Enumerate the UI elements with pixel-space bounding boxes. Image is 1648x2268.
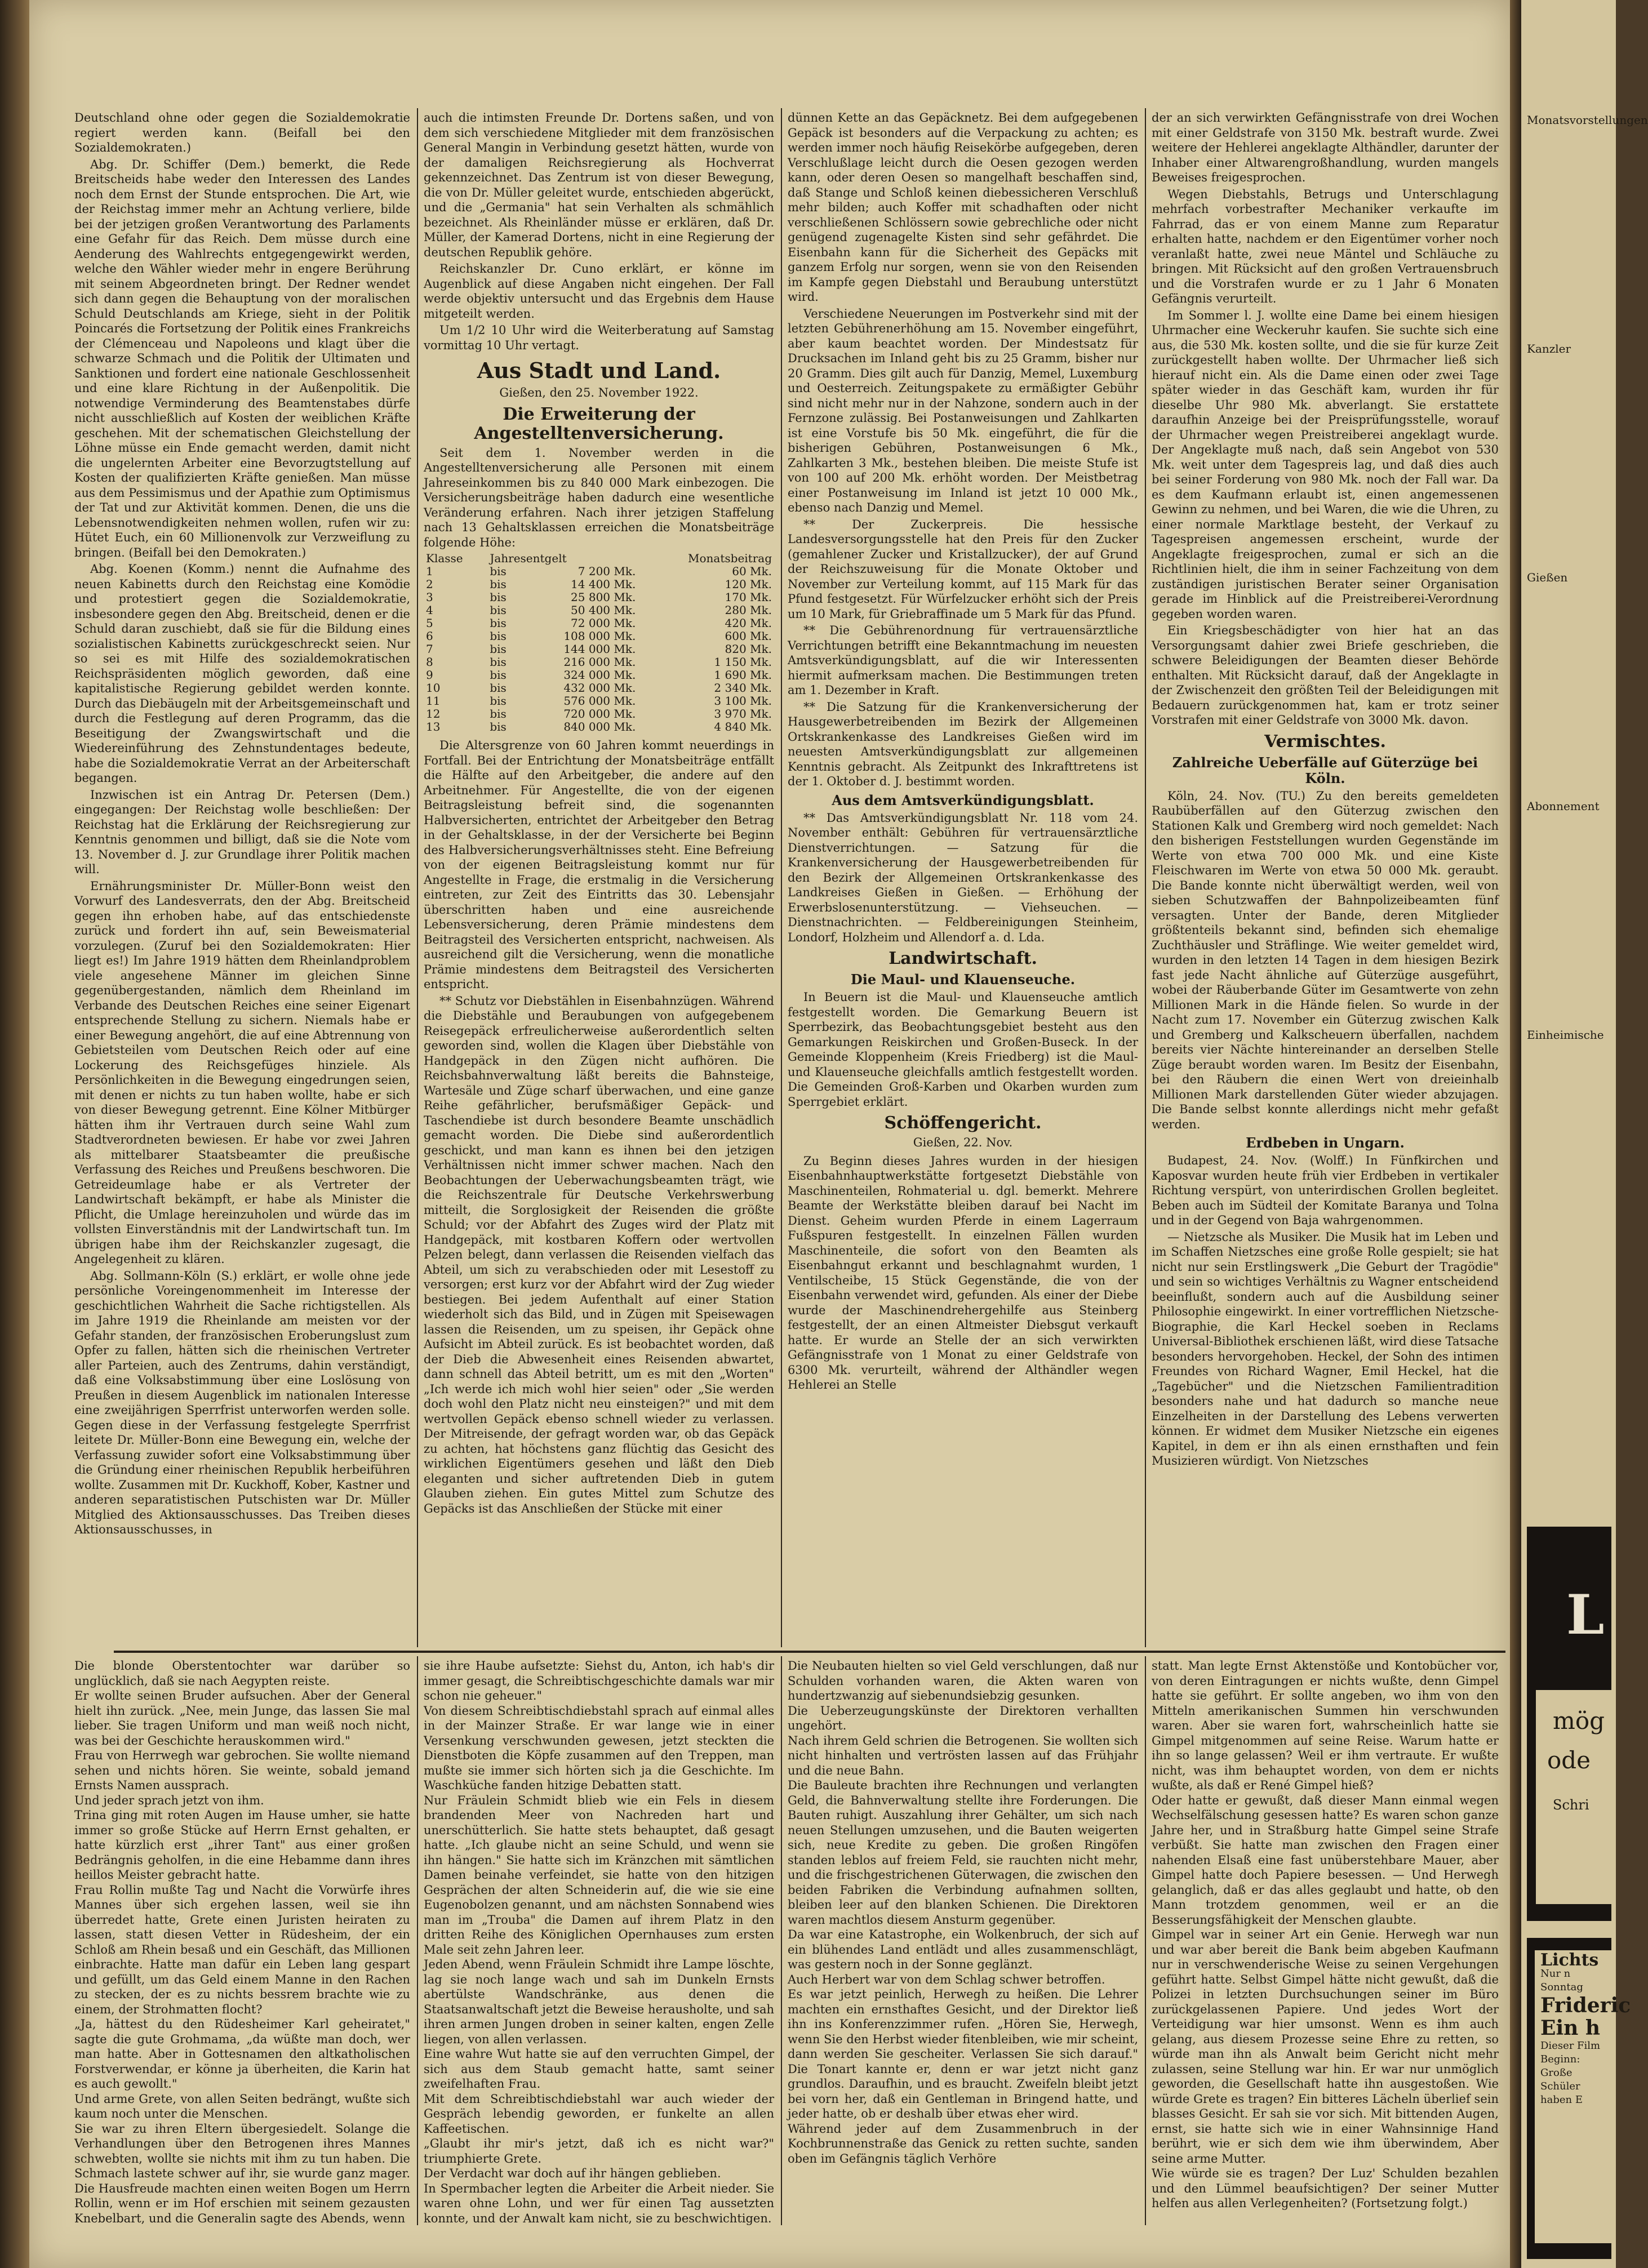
article-column-4 xyxy=(1152,110,1499,1648)
paragraph: — Nietzsche als Musiker. Die Musik hat im Leben und im Schaffen Nietzsches eine große Rolle gespielt; sie hat nicht nur sein Erstlingswerk „Die Geburt der Tragödie" und sein so wichtiges Verhältnis zu Wagner entscheidend beeinflußt, sondern auch auf die Ausbildung seiner Philosophie eingewirkt. In einer vortrefflichen Nietzsche-Biographie, die Karl Heckel soeben in Reclams Universal-Bibliothek erschienen läßt, wird diese Tatsache besonders hervorgehoben. Heckel, der Sohn des intimen Freundes von Richard Wagner, Emil Heckel, hat die „Tagebücher" und die Nietzschen Familientradition besonders nahe und hat dadurch so manche neue Einzelheiten in der Darstellung des Lebens verwerten können. Er widmet dem Musiker Nietzsche ein eigenes Kapitel, in dem er ihn als einen ernsthaften und fein Musizieren würdigt. Von Nietzsches xyxy=(1152,1230,1499,1467)
salary-table-cell: bis xyxy=(490,603,507,617)
ad-text-line: ode xyxy=(1547,1746,1591,1774)
article-column-1 xyxy=(74,110,410,1648)
paragraph: Zu Beginn dieses Jahres wurden in der hiesigen Eisenbahnhauptwerkstätte fortgesetzt Diebstähle von Maschinenteilen, Rohmaterial u. dgl. bemerkt. Mehrere Beamte der Werkstätte bleiben darauf bei Nacht im Dienst. Geheim wurden Pferde in einem Lagerraum Fußspuren festgestellt. In einzelnen Fällen wurden Maschinenteile, die sofort von den Beamten als Eisenbahngut erkannt und beschlagnahmt wurden, 1 Ventilscheibe, 15 Stück Gegenstände, die von der Eisenbahn verwendet wird, gefunden. Als einer der Diebe wurde der Maschinendrehergehilfe aus Steinberg festgestellt, der an einen Altmeister Diebsgut verkauft hatte. Er wurde an Stelle der an sich verwirkten Gefängnisstrafe von 1 Monat zu einer Geldstrafe von 6300 Mk. verurteilt, während der Althändler wegen Hehlerei an Stelle xyxy=(788,1154,1138,1391)
salary-table-row xyxy=(424,591,774,604)
feuilleton-text-4: statt. Man legte Ernst Aktenstöße und Kontobücher vor, von deren Eintragungen er nichts wußte, denn Gimpel hatte sie geführt. Er sollte angeben, wo ihm von den Mitteln amerikanischen Summen hin verschwunden waren. Aber sie waren fort, wahrscheinlich hatte sie Gimpel mitgenommen auf seine Reise. Warum hatte er ihn so lange gelassen? Weil er ihm vertraute. Er wußte nicht, was ihm behauptet worden, von dem er nichts wußte, als daß er René Gimpel hieß? Oder hatte er gewußt, daß dieser Mann einmal wegen Wechselfälschung gesessen hatte? Es waren schon ganze Jahre her, und in Straßburg hatte Gimpel seine Strafe verbüßt. Sie hatte man zwischen den Fragen einer nahenden Elsaß eine fast unüberstehbare Mauer, aber Gimpel hatte doch Papiere besessen. — Und Herwegh gelanglich, daß er das alles geglaubt und hatte, ob den Mann trotzdem genommen, weil er an die Besserungsfähigkeit der Menschen glaubte. Gimpel war in seiner Art ein Genie. Herwegh war nun und war aber bereit die Bank beim abgeben Kaufmann nur in verschwenderische Weise zu seinen Vergehungen geführt hatte. Selbst Gimpel hätte nicht gewußt, daß die Polizei in letzten Durchsuchungen seiner im Büro zurückgelassenen Papiere. Und jedes Wort der Verteidigung war hier umsonst. Wenn es ihm auch gelang, aus diesem Prozesse seine Ehre zu retten, so würde man ihn als Anwalt beim Gericht nicht mehr zulassen, seine Stellung war hin. Er war nur unmöglich geworden, die Gesellschaft hatte ihn ausgestoßen. Wie würde Grete es tragen? Ein bitteres Lächeln überlief sein blasses Gesicht. Er sah sie vor sich. Mit bittenden Augen, ernst, sie hatte sich wie in einer Wahnsinnige Hand berührt, wie er sich dem wie ihm überwindem, Aber seine arme Mutter. Wie würde sie es tragen? Der Luz' Schulden bezahlen und den Lümmel beaufsichtigen? Der seiner Mutter helfen aus allen Verlegenheiten? (Fortsetzung folgt.) xyxy=(1152,1659,1499,2210)
ad-title: Lichts xyxy=(1540,1950,1599,1970)
paragraph: Inzwischen ist ein Antrag Dr. Petersen (Dem.) eingegangen: Der Reichstag wolle beschließen: Der Reichstag hat die Erklärung der Reichsregierung zur Kenntnis genommen und billigt, daß sie die Note vom 13. November d. J. zur Grundlage ihrer Politik machen will. xyxy=(74,788,410,876)
salary-table-cell: 170 Mk. xyxy=(725,590,772,604)
salary-table-cell: bis xyxy=(490,720,507,733)
salary-table-cell: 432 000 Mk. xyxy=(563,681,636,695)
next-page-edge xyxy=(1521,0,1648,2268)
salary-table-row xyxy=(424,604,774,617)
next-page-text xyxy=(1527,0,1648,1042)
salary-table-cell: bis xyxy=(490,616,507,630)
ad-text-line: mög xyxy=(1553,1707,1605,1735)
feuilleton-column-2 xyxy=(424,1658,774,2225)
paragraph: Köln, 24. Nov. (TU.) Zu den bereits gemeldeten Raubüberfällen auf den Güterzug zwischen den Stationen Kalk und Gremberg wird noch gemeldet: Nach den bisherigen Feststellungen wurden Gegenstände im Werte von etwa 700 000 Mk. und eine Kiste Fleischwaren im Werte von etwa 50 000 Mk. geraubt. Die Bande konnte nicht überwältigt werden, weil von sieben Schutzwaffen der Bahnpolizeibeamten fünf versagten. Unter der Bande, deren Mitglieder größtenteils bekannt sind, befinden sich ehemalige Zuchthäusler und Sträflinge. Wie weiter gemeldet wird, wurden in den letzten 14 Tagen in dem hiesigen Bezirk fast jede Nacht ähnliche auf Güterzüge ausgeführt, wobei der Räuberbande Güter im Gesamtwerte von zehn Millionen Mark in die Hände fielen. So wurde in der Nacht zum 17. November ein Güterzug zwischen Kalk und Gremberg und Kalkscheuern überfallen, nachdem bereits vier Nächte hintereinander an derselben Stelle Züge beraubt worden waren. Im Besitz der Eisenbahn, bei den Räubern die einen Wert von dreieinhalb Millionen Mark darstellenden Güter wieder abzujagen. Die Bande selbst konnte allerdings nicht mehr gefaßt werden. xyxy=(1152,789,1499,1131)
salary-table-cell: 11 xyxy=(426,694,441,708)
subheading: Die Maul- und Klauenseuche. xyxy=(850,971,1076,988)
next-page-line: Abonnement xyxy=(1527,799,1600,813)
salary-table-cell: 50 400 Mk. xyxy=(571,603,636,617)
ad-large-letter: L xyxy=(1566,1583,1605,1647)
column-rule xyxy=(1145,1656,1146,2225)
salary-table-cell: 7 xyxy=(426,642,433,656)
salary-table-cell: 820 Mk. xyxy=(725,642,772,656)
salary-table-cell: bis xyxy=(490,642,507,656)
section-heading: Aus Stadt und Land. xyxy=(477,358,721,383)
article-heading: Vermischtes. xyxy=(1264,731,1386,751)
paragraph: Seit dem 1. November werden in die Angestelltenversicherung alle Personen mit einem Jahreseinkommen bis zu 840 000 Mark einbezogen. Die Versicherungsbeiträge haben dadurch eine wesentliche Veränderung erfahren. Nach ihrer jetzigen Staffelung nach 13 Gehaltsklassen erreichen die Monatsbeiträge folgende Höhe: xyxy=(424,446,774,549)
article-column-2 xyxy=(424,110,774,1648)
salary-table-row xyxy=(424,656,774,669)
salary-table-cell: 2 xyxy=(426,577,433,591)
feuilleton-column-1 xyxy=(74,1658,410,2225)
ad-inner-panel xyxy=(1536,1690,1611,1904)
salary-table-cell: 576 000 Mk. xyxy=(563,694,636,708)
ad-inner-panel xyxy=(1535,1950,1631,2243)
salary-table-cell: 840 000 Mk. xyxy=(563,720,636,733)
feuilleton-text-1: Die blonde Oberstentochter war darüber so unglücklich, daß sie nach Aegypten reiste. Er wollte seinen Bruder aufsuchen. Aber der General hielt ihn zurück. „Nee, mein Junge, das lassen Sie mal lieber. Sie tragen Uniform und man weiß noch nicht, was bei der Geschichte herauskommen wird." Frau von Herrwegh war gebrochen. Sie wollte niemand sehen und nichts hören. Sie weinte, sobald jemand Ernsts Namen aussprach. Und jeder sprach jetzt von ihm. Trina ging mit roten Augen im Hause umher, sie hatte immer so große Stücke auf Herrn Ernst gehalten, er hatte kürzlich erst „ihrer Tant" aus einer großen Bedrängnis geholfen, in die eine Hebamme dann ihres heillos Meister gebracht hatte. Frau Rollin mußte Tag und Nacht die Vorwürfe ihres Mannes über sich ergehen lassen, weil sie ihn überredet hatte, Grete einen Juristen heiraten zu lassen, statt diesen Vetter in Rüdesheim, der ein Schloß am Rhein besaß und ein Geschäft, das Millionen einbrachte. Hatte man dafür ein Leben lang gespart und gefüllt, um das Geld einem Manne in den Rachen zu stecken, der es zu nichts bessrem brachte wie zu einem, der Strohmatten flocht? „Ja, hättest du den Rüdesheimer Karl geheiratet," sagte die gute Grohmama, „da wüßte man doch, wer man hatte. Aber in Gottesnamen den altkatholischen Forstverwendar, er könne ja überheiten, die Karin hat es auch gewollt." Und arme Grete, von allen Seiten bedrängt, wußte sich kaum noch unter die Menschen. Sie war zu ihren Eltern übergesiedelt. Solange die Verhandlungen über den Betrogenen ihres Mannes schwebten, wollte sie nichts mit ihm zu tun haben. Die Schmach lastete schwer auf ihr, sie wurde ganz mager. Die Hausfreude machten einen weiten Bogen um Herrn Rollin, wenn er im Hof erschien mit seinem gezausten Knebelbart, und die Generalin sagte des Abends, wenn xyxy=(74,1659,410,2225)
salary-table-cell: 3 100 Mk. xyxy=(714,694,772,708)
salary-table-cell: 216 000 Mk. xyxy=(563,655,636,669)
paragraph: Wegen Diebstahls, Betrugs und Unterschlagung mehrfach vorbestrafter Mechaniker verkaufte im Fahrrad, das er von einem Manne zum Reparatur erhalten hatte, nachdem er den Eigentümer vorher noch veranlaßt hatte, zwei neue Mäntel und Schläuche zu bringen. Mit Rücksicht auf den großen Vertrauensbruch und die Vorstrafen wurde er zu 1 Jahr 6 Monaten Gefängnis verurteilt. xyxy=(1152,187,1499,305)
paragraph: Reichskanzler Dr. Cuno erklärt, er könne im Augenblick auf diese Angaben nicht eingehen. Der Fall werde objektiv untersucht und das Ergebnis dem Hause mitgeteilt werden. xyxy=(424,262,774,321)
paragraph: ** Schutz vor Diebstählen in Eisenbahnzügen. Während die Diebstähle und Beraubungen von aufgegebenem Reisegepäck erfreulicherweise außerordentlich selten geworden sind, wollen die Klagen über Diebstähle von Handgepäck in den Zügen nicht aufhören. Die Reichsbahnverwaltung läßt bereits die Bahnsteige, Wartesäle und Züge scharf überwachen, und eine ganze Reihe gefährlicher, berufsmäßiger Gepäck- und Taschendiebe ist durch besondere Beamte unschädlich gemacht worden. Die Diebe sind außerordentlich geschickt, und man kann es ihnen bei den jetzigen Verhältnissen nicht immer schwer machen. Nach den Beobachtungen der Ueberwachungsbeamten trägt, wie die Reichszentrale für Deutsche Verkehrswerbung mitteilt, die Sorglosigkeit der Reisenden die größte Schuld; vor der Abfahrt des Zuges wird der Platz mit Handgepäck, mit kostbaren Koffern oder wertvollen Pelzen belegt, dann verlassen die Reisenden vielfach das Abteil, um sich zu verabschieden oder mit Lesestoff zu versorgen; erst kurz vor der Abfahrt wird der Zug wieder bestiegen. Bei jedem Aufenthalt auf einer Station wiederholt sich das Bild, und in Zügen mit Speisewagen lassen die Reisenden, um zu speisen, ihr Gepäck ohne Aufsicht im Abteil zurück. Es ist beobachtet worden, daß der Dieb die Abwesenheit eines Reisenden abwartet, dann schnell das Abteil betritt, um es mit den „Worten" „Ich werde ich mich wohl hier seien" oder „Sie werden doch wohl den Platz nicht neu einsteigen?" und mit dem wertvollen Gepäck ebenso schnell wieder zu verlassen. Der Mitreisende, der gefragt worden war, ob das Gepäck zu achten, hat höchstens ganz flüchtig das Gesicht des wirklichen Eigentümers gesehen und läßt den Dieb eleganten und sicher auftretenden Dieb in gutem Glauben ziehen. Ein gutes Mittel zum Schutze des Gepäcks ist das Anschließen der Stücke mit einer xyxy=(424,994,774,1515)
salary-table-row xyxy=(424,578,774,591)
paragraph: Die Altersgrenze von 60 Jahren kommt neuerdings in Fortfall. Bei der Entrichtung der Monatsbeiträge entfällt die Hälfte auf den Arbeitgeber, die andere auf den Arbeitnehmer. Für Angestellte, die von der eigenen Beitragsleistung befreit sind, die sogenannten Halbversicherten, entrichtet der Arbeitgeber den Betrag in der Gehaltsklasse, in der der Versicherte bei Beginn des Halbversicherungsverhältnisses steht. Eine Befreiung von der eigenen Beitragsleistung kommt nur für Angestellte in Frage, die erstmalig in die Versicherung eintreten, zur Zeit des Eintritts das 30. Lebensjahr überschritten haben und eine ausreichende Lebensversicherung, deren Prämie mindestens dem Beitragsteil des Versicherten entspricht, nachweisen. Als ausreichend gilt die Versicherung, wenn die monatliche Prämie mindestens dem Beitragsteil des Versicherten entspricht. xyxy=(424,739,774,991)
salary-table xyxy=(424,552,774,733)
paragraph: Abg. Koenen (Komm.) nennt die Aufnahme des neuen Kabinetts durch den Reichstag eine Komödie und protestiert gegen die Sozialdemokratie, insbesondere gegen den Abg. Breitscheid, denen er die Schuld daran zuschiebt, daß sie für die Bildung eines sozialistischen Kabinetts zurückgeschreckt seien. Nur so sei es mit Hilfe des sozialdemokratischen Reichspräsidenten möglich geworden, daß eine kapitalistische Regierung gebildet werden konnte. Durch das Diebäugeln mit der Arbeitsgemeinschaft und durch die Festlegung auf deren Programm, das die Beseitigung der Zwangswirtschaft und die Wiedereinführung des Zehnstundentages bedeute, habe die Sozialdemokratie Verrat an der Arbeiterschaft begangen. xyxy=(74,562,410,785)
salary-table-cell: 25 800 Mk. xyxy=(571,590,636,604)
salary-table-cell: bis xyxy=(490,655,507,669)
salary-table-cell: 3 xyxy=(426,590,433,604)
column-rule xyxy=(781,108,782,1647)
dateline: Gießen, 22. Nov. xyxy=(913,1136,1013,1149)
salary-table-cell: bis xyxy=(490,590,507,604)
salary-table-cell: 12 xyxy=(426,707,441,721)
salary-table-cell: bis xyxy=(490,629,507,643)
salary-table-row xyxy=(424,682,774,695)
salary-table-cell: 72 000 Mk. xyxy=(571,616,636,630)
salary-table-cell: 2 340 Mk. xyxy=(714,681,772,695)
salary-table-row xyxy=(424,695,774,708)
salary-table-row xyxy=(424,630,774,643)
paragraph: dünnen Kette an das Gepäcknetz. Bei dem aufgegebenen Gepäck ist besonders auf die Verpackung zu achten; es werden immer noch häufig Reisekörbe aufgegeben, deren Verschlußlage leicht durch die Oesen gezogen werden kann, oder deren Oesen so mangelhaft beschaffen sind, daß Stange und Schloß keinen diebessicheren Verschluß mehr bilden; auch Koffer mit schadhaften oder nicht verschließenen Schlössern sowie gebrechliche oder nicht genügend zugenagelte Kisten sind sehr gefährdet. Die Eisenbahn kann für die Sicherheit des Gepäcks mit ganzem Erfolg nur sorgen, wenn sie von den Reisenden im Kampfe gegen Diebstahl und Beraubung unterstützt wird. xyxy=(788,111,1138,304)
salary-table-cell: 280 Mk. xyxy=(725,603,772,617)
column-rule xyxy=(417,108,418,1647)
paragraph: In Beuern ist die Maul- und Klauenseuche amtlich festgestellt worden. Die Gemarkung Beuern ist Sperrbezirk, das Beobachtungsgebiet besteht aus den Gemarkungen Reiskirchen und Großen-Buseck. In der Gemeinde Kloppenheim (Kreis Friedberg) ist die Maul- und Klauenseuche gleichfalls amtlich festgestellt worden. Die Gemeinden Groß-Karben und Okarben wurden zum Sperrgebiet erklärt. xyxy=(788,990,1138,1109)
page-gutter xyxy=(1510,0,1521,2268)
next-page-line: Monatsvorstellungen xyxy=(1527,113,1648,127)
feuilleton-column-4 xyxy=(1152,1658,1499,2222)
salary-table-cell: 10 xyxy=(426,681,441,695)
salary-table-cell: 144 000 Mk. xyxy=(563,642,636,656)
column-rule xyxy=(417,1656,418,2225)
salary-table-header xyxy=(424,552,774,565)
paragraph: ** Der Zuckerpreis. Die hessische Landesversorgungsstelle hat den Preis für den Zucker (gemahlener Zucker und Kristallzucker), der auf Grund der Reichszuweisung für die Monate Oktober und November zur Verteilung kommt, auf 115 Mark für das Pfund festgesetzt. Für Würfelzucker erhöht sich der Preis um 10 Mark, für Griebraffinade um 5 Mark für das Pfund. xyxy=(788,517,1138,621)
salary-table-cell: bis xyxy=(490,681,507,695)
ad-text-line: Beginn: xyxy=(1540,2053,1580,2065)
paragraph: Ernährungsminister Dr. Müller-Bonn weist den Vorwurf des Landesverrats, den der Abg. Breitscheid gegen ihn erhoben habe, auf das entschiedenste zurück und fordert ihn auf, sein Beweismaterial vorzulegen. (Zuruf bei den Sozialdemokraten: Hier liegt es!) Im Jahre 1919 hätten dem Rheinlandproblem viele angesehene Männer im gleichen Sinne gegenübergestanden, nämlich dem Rheinland im Verbande des Deutschen Reiches eine seiner Eigenart entsprechende Stellung zu sichern. Niemals habe er einer Bewegung angehört, die auf eine Abtrennung von Gebietsteilen vom Deutschen Reich oder auf eine Lockerung des Reichsgefüges hinziele. Als Persönlichkeiten in die Bewegung eingedrungen seien, mit denen er nichts zu tun haben wollte, habe er sich von dieser Bewegung getrennt. Eine Kölner Mitbürger hätten ihm ihr Vertrauen durch seine Wahl zum Stadtverordneten bewiesen. Er habe vor zwei Jahren als mittelbarer Staatsbeamter die preußische Verfassung des Reiches und Preußens beschworen. Die Getreideumlage habe er als Vertreter der Landwirtschaft bekämpft, er habe als Minister die Pflicht, die Umlage hereinzuholen und würde das im vollsten Einverständnis mit der Landwirtschaft tun. Im übrigen habe ihm der Reichskanzler zugesagt, die Angelegenheit zu klären. xyxy=(74,879,410,1266)
ad-film-title: Frideric xyxy=(1540,1994,1631,2017)
salary-table-cell: bis xyxy=(490,668,507,682)
salary-table-cell: 1 150 Mk. xyxy=(714,655,772,669)
newspaper-page xyxy=(29,0,1510,2268)
ad-text-line: Große xyxy=(1540,2067,1573,2079)
salary-table-cell: 600 Mk. xyxy=(725,629,772,643)
salary-table-cell: bis xyxy=(490,564,507,578)
salary-table-cell: bis xyxy=(490,707,507,721)
salary-table-row xyxy=(424,721,774,733)
salary-table-cell: 7 200 Mk. xyxy=(578,564,636,578)
salary-table-cell: 1 690 Mk. xyxy=(714,668,772,682)
paragraph: ** Das Amtsverkündigungsblatt Nr. 118 vom 24. November enthält: Gebühren für vertrauensärztliche Dienstverrichtungen. — Satzung für die Krankenversicherung der Hausgewerbetreibenden für den Bezirk der Allgemeinen Ortskrankenkasse des Landkreises Gießen in Gießen. — Erhöhung der Erwerbslosenunterstützung. — Viehseuchen. — Dienstnachrichten. — Feldbereinigungen Steinheim, Londorf, Holzheim und Allendorf a. d. Lda. xyxy=(788,811,1138,944)
ad-text-line: Nur n xyxy=(1540,1968,1571,1980)
salary-table-header-cell: Monatsbeitrag xyxy=(688,552,772,565)
salary-table-cell: 14 400 Mk. xyxy=(571,577,636,591)
next-page-line: Kanzler xyxy=(1527,342,1571,355)
salary-table-header-cell: Jahresentgelt xyxy=(490,552,567,565)
salary-table-cell: 60 Mk. xyxy=(732,564,772,578)
salary-table-cell: 9 xyxy=(426,668,433,682)
ad-film-title: Ein h xyxy=(1540,2016,1600,2040)
article-column-3 xyxy=(788,110,1138,1648)
ad-text-line: Schri xyxy=(1553,1797,1589,1813)
ad-text-line: Dieser Film xyxy=(1540,2040,1601,2052)
salary-table-row xyxy=(424,708,774,721)
salary-table-cell: 4 xyxy=(426,603,433,617)
subheading: Erdbeben in Ungarn. xyxy=(1246,1135,1405,1151)
salary-table-cell: bis xyxy=(490,694,507,708)
feuilleton-rule xyxy=(114,1651,1505,1653)
ad-text-line: Sonntag xyxy=(1540,1981,1583,1993)
advertisement-block xyxy=(1527,1527,1611,1921)
salary-table-cell: 420 Mk. xyxy=(725,616,772,630)
paragraph: Budapest, 24. Nov. (Wolff.) In Fünfkirchen und Kaposvar wurden heute früh vier Erdbeben in vertikaler Richtung verspürt, von unterirdischen Grollen begleitet. Beben auch im Südteil der Komitate Baranya und Tolna und in der Gegend von Baja wahrgenommen. xyxy=(1152,1154,1499,1227)
feuilleton-column-3 xyxy=(788,1658,1138,2222)
salary-table-cell: 108 000 Mk. xyxy=(563,629,636,643)
paragraph: Um 1/2 10 Uhr wird die Weiterberatung auf Samstag vormittag 10 Uhr vertagt. xyxy=(424,323,774,352)
subheading: Aus dem Amtsverkündigungsblatt. xyxy=(832,791,1094,808)
salary-table-row xyxy=(424,565,774,578)
feuilleton-text-2: sie ihre Haube aufsetzte: Siehst du, Anton, ich hab's dir immer gesagt, die Schreibtischgeschichte damals war mir schon nie geheuer." Von diesem Schreibtischdiebstahl sprach auf einmal alles in der Mainzer Straße. Er war lange wie in einer Versenkung verschwunden gewesen, jetzt steckten die Dienstboten die Köpfe zusammen auf den Treppen, man mußte sie immer sich hörten sich ja die Geschichte. Im Waschküche fanden hitzige Debatten statt. Nur Fräulein Schmidt blieb wie ein Fels in diesem brandenden Meer von Nachreden hart und unerschütterlich. Sie hatte stets behauptet, daß gesagt hatte. „Ich glaube nicht an seine Schuld, und wenn sie ihn hängen." Sie hatte sich im Kränzchen mit sämtlichen Damen beinahe verfeindet, sie hatte von den hitzigen Gesprächen der alten Schneiderin auf, die wie sie eine Eugenobolzen genannt, und am nächsten Sonnabend wies man im „Trouba" die Damen auf ihrem Platz in den dritten Reihe des Königlichen Opernhauses zum ersten Male seit zehn Jahren leer. Jeden Abend, wenn Fräulein Schmidt ihre Lampe löschte, lag sie noch lange wach und sah im Dunkeln Ernsts abertülste Wandschränke, aus denen die Staatsanwaltschaft jetzt die Beweise herausholte, und sah ihren armen Jungen droben in seiner kalten, engen Zelle liegen, von allen verlassen. Eine wahre Wut hatte sie auf den verruchten Gimpel, der sich aus dem Staub gemacht hatte, samt seiner zweifelhaften Frau. Mit dem Schreibtischdiebstahl war auch wieder der Gespräch lebendig geworden, er funkelte an allen Kaffeetischen. „Glaubt ihr mir's jetzt, daß ich es nicht war?" triumphierte Grete. Der Verdacht war doch auf ihr hängen geblieben. In Spermbacher legten die Arbeiter die Arbeit nieder. Sie waren ohne Lohn, und wer für einen Tag aussetzten konnte, und der Anwalt kam nicht, sie zu beschwichtigen. xyxy=(424,1659,774,2225)
paragraph: Abg. Dr. Schiffer (Dem.) bemerkt, die Rede Breitscheids habe weder den Interessen des Landes noch dem Ernst der Stunde entsprochen. Die Art, wie der Reichstag immer mehr an Achtung verliere, bilde bei der jetzigen großen Verantwortung des Parlaments eine Gefahr für das Reich. Dem müsse durch eine Aenderung des Wahlrechts entgegengewirkt werden, welche den Wähler wieder mehr in engere Berührung mit seinem Abgeordneten bringt. Der Redner wendet sich dann gegen die Behauptung von der moralischen Schuld Deutschlands am Kriege, sieht in der Politik Poincarés die Fortsetzung der Politik eines Frankreichs der Clémenceau und Napoleons und klagt über die schwarze Schmach und die Politik der Ultimaten und Sanktionen und fordert eine nationale Geschlossenheit und eine klare Richtung in der Außenpolitik. Die notwendige Verminderung des Beamtenstabes dürfe nicht ausschließlich auf Kosten der weiblichen Kräfte geschehen. Mit der schematischen Gleichstellung der Löhne müsse ein Ende gemacht werden, damit nicht die ungelernten Arbeiter eine Bevorzugtstellung auf Kosten der qualifizierten Kräfte genießen. Man müsse aus dem Pessimismus und der Apathie zum Optimismus der Tat und zur Aktivität kommen. Denen, die uns die Lebensnotwendigkeiten nehmen wollen, rufen wir zu: Hütet Euch, ein 60 Millionenvolk zur Verzweiflung zu bringen. (Beifall bei den Demokraten.) xyxy=(74,157,410,559)
article-heading: Schöffengericht. xyxy=(884,1113,1042,1133)
salary-table-cell: 6 xyxy=(426,629,433,643)
paragraph: Verschiedene Neuerungen im Postverkehr sind mit der letzten Gebührenerhöhung am 15. November eingeführt, aber kaum beachtet worden. Der Mindestsatz für Drucksachen im Inland geht bis zu 25 Gramm, bisher nur 20 Gramm. Dies gilt auch für Danzig, Memel, Luxemburg und Oesterreich. Zeitungspakete zu ermäßigter Gebühr sind nicht mehr nur in der Nahzone, sondern auch in der Fernzone zulässig. Bei Postanweisungen und Zahlkarten ist eine Vorstufe bis 50 Mk. eingeführt, die für die bisherigen Gebühren, Postanweisungen 6 Mk., Zahlkarten 3 Mk., bestehen bleiben. Die meiste Stufe ist von 100 auf 200 Mk. erhöht worden. Der Meistbetrag einer Postanweisung im Inland ist jetzt 10 000 Mk., ebenso nach Danzig und Memel. xyxy=(788,306,1138,514)
paragraph: Abg. Sollmann-Köln (S.) erklärt, er wolle ohne jede persönliche Voreingenommenheit im Interesse der geschichtlichen Wahrheit die Sache richtigstellen. Als im Jahre 1919 die Rheinlande am meisten vor der Gefahr standen, der französischen Eroberungslust zum Opfer zu fallen, hätten sich die rheinischen Vertreter aller Parteien, auch des Zentrums, dahin verständigt, daß eine Volksabstimmung über eine Loslösung von Preußen in diesem Augenblick im nationalen Interesse eine zweijährigen Sperrfrist unterworfen werden solle. Gegen diese in der Verfassung festgelegte Sperrfrist leitete Dr. Müller-Bonn eine Bewegung ein, welche der Verfassung zuwider sofort eine Volksabstimmung über die Gründung einer rheinischen Republik herbeiführen wollte. Zusammen mit Dr. Kuckhoff, Kober, Kastner und anderen separatistischen Putschisten war Dr. Müller Mitglied des Aktionsausschusses. Das Treiben dieses Aktionsausschusses, in xyxy=(74,1269,410,1536)
paragraph: ** Die Satzung für die Krankenversicherung der Hausgewerbetreibenden im Bezirk der Allgemeinen Ortskrankenkasse des Landkreises Gießen wird im neuesten Amtsverkündigungsblatt zur allgemeinen Kenntnis gebracht. Als Zeitpunkt des Inkrafttretens ist der 1. Oktober d. J. bestimmt worden. xyxy=(788,700,1138,788)
salary-table-cell: 5 xyxy=(426,616,433,630)
next-page-line: Gießen xyxy=(1527,571,1568,584)
paragraph: der an sich verwirkten Gefängnisstrafe von drei Wochen mit einer Geldstrafe von 3150 Mk. bestraft wurde. Zwei weitere der Hehlerei angeklagte Althändler, darunter der Inhaber einer Altwarengroßhandlung, wurden mangels Beweises freigesprochen. xyxy=(1152,111,1499,184)
salary-table-cell: 4 840 Mk. xyxy=(714,720,772,733)
salary-table-cell: 3 970 Mk. xyxy=(714,707,772,721)
salary-table-cell: 1 xyxy=(426,564,433,578)
paragraph: Ein Kriegsbeschädigter von hier hat an das Versorgungsamt dahier zwei Briefe geschrieben, die schwere Beleidigungen der Beamten dieser Behörde enthalten. Mit Rücksicht darauf, daß der Angeklagte in der Zwischenzeit den größten Teil der Beleidigungen mit Bedauern zurückgenommen hat, kam er trotz seiner Vorstrafen mit einer Geldstrafe von 3000 Mk. davon. xyxy=(1152,624,1499,727)
book-spine xyxy=(0,0,29,2268)
ad-text-line: Schüler haben E xyxy=(1540,2080,1583,2106)
salary-table-cell: 324 000 Mk. xyxy=(563,668,636,682)
next-page-line: Einheimische xyxy=(1527,1028,1604,1042)
salary-table-row xyxy=(424,617,774,630)
salary-table-row xyxy=(424,669,774,682)
article-heading: Landwirtschaft. xyxy=(889,949,1037,968)
paragraph: auch die intimsten Freunde Dr. Dortens saßen, und von dem sich verschiedene Mitglieder mit dem französischen General Mangin in Verbindung gesetzt hätten, wurde von der damaligen Reichsregierung als Hochverrat gekennzeichnet. Das Zentrum ist von dieser Bewegung, die von Dr. Müller geleitet wurde, entschieden abgerückt, und die „Germania" hat sein Verhalten als schmählich bezeichnet. Als Rheinländer müsse er erklären, daß Dr. Müller, der Kamerad Dortens, nicht in eine Regierung der deutschen Republik gehöre. xyxy=(424,111,774,259)
salary-table-cell: bis xyxy=(490,577,507,591)
salary-table-cell: 13 xyxy=(426,720,441,733)
feuilleton-text-3: Die Neubauten hielten so viel Geld verschlungen, daß nur Schulden vorhanden waren, die Akten waren von hundertzwanzig auf siebenundsiebzig gesunken. Die Ueberzeugungskünste der Direktoren verhallten ungehört. Nach ihrem Geld schrien die Betrogenen. Sie wollten sich nicht hinhalten und vertrösten lassen auf das Frühjahr und die neue Bahn. Die Bauleute brachten ihre Rechnungen und verlangten Geld, die Bahnverwaltung stellte ihre Forderungen. Die Bauten ruhigt. Auszahlung ihrer Gehälter, um sich nach neuen Stellungen umzusehen, und die Bauten weigerten sich, neue Kredite zu geben. Die großen Ringöfen standen leblos auf freiem Feld, sie rauchten nicht mehr, und die frischgestrichenen Güterwagen, die zwischen den beiden Fabriken die Verbindung aufnahmen sollten, bleiben leer auf den blanken Schienen. Die Direktoren waren machtlos diesem Ansturm gegenüber. Da war eine Katastrophe, ein Wolkenbruch, der sich auf ein blühendes Land entlädt und alles zusammenschlägt, was gestern noch in der Sonne geglänzt. Auch Herbert war von dem Schlag schwer betroffen. Es war jetzt peinlich, Herwegh zu heißen. Die Lehrer machten ein ernsthaftes Gesicht, und der Direktor ließ ihn ins Konferenzzimmer rufen. „Hören Sie, Herwegh, wenn Sie den Herbst wieder fitenbleiben, wie mir scheint, dann werden Sie gescheiter. Verlassen Sie sich darauf." Die Tonart kannte er, denn er war jetzt nicht ganz grundlos. Daraufhin, und es braucht. Zweifeln bleibt jetzt bei vorn her, daß ein Gentleman in Bringend hatte, und jeder hatte, ob er deshalb über etwas eher wird. Während jeder auf dem Zusammenbruch in der Kochbrunnenstraße das Genick zu retten suchte, sanden oben im Gefängnis täglich Verhöre xyxy=(788,1659,1138,2165)
cinema-advertisement xyxy=(1527,1938,1631,2259)
salary-table-cell: 8 xyxy=(426,655,433,669)
salary-table-row xyxy=(424,643,774,656)
salary-table-cell: 720 000 Mk. xyxy=(563,707,636,721)
salary-table-header-cell: Klasse xyxy=(426,552,463,565)
paragraph: ** Die Gebührenordnung für vertrauensärztliche Verrichtungen betrifft eine Bekanntmachung im neuesten Amtsverkündigungsblatt, auf die wir Interessenten hiermit aufmerksam machen. Die Bestimmungen treten am 1. Dezember in Kraft. xyxy=(788,624,1138,697)
dateline: Gießen, den 25. November 1922. xyxy=(499,386,699,399)
salary-table-cell: 120 Mk. xyxy=(725,577,772,591)
article-heading: Die Erweiterung der Angestelltenversicherung. xyxy=(474,404,724,443)
column-rule xyxy=(781,1656,782,2225)
subheading: Zahlreiche Ueberfälle auf Güterzüge bei Köln. xyxy=(1172,754,1478,786)
paragraph: Im Sommer l. J. wollte eine Dame bei einem hiesigen Uhrmacher eine Weckeruhr kaufen. Sie suchte sich eine aus, die 530 Mk. kosten sollte, und die sie für kurze Zeit zurückgestellt haben wollte. Der Uhrmacher ließ sich hierauf nicht ein. Als die Dame einen oder zwei Tage später wieder in das Geschäft kam, wurden ihr für dieselbe Uhr 980 Mk. abverlangt. Sie erstattete daraufhin Anzeige bei der Preisprüfungsstelle, worauf der Uhrmacher wegen Preistreiberei angeklagt wurde. Der Angeklagte muß nach, daß sein Angebot von 530 Mk. weit unter dem Tagespreis lag, und daß dies auch bei seiner Forderung von 980 Mk. noch der Fall war. Da es dem Kaufmann erlaubt ist, einen angemessenen Gewinn zu nehmen, und bei Waren, die wie die Uhren, zu einer normale Marktlage besteht, der Verkauf zu Tagespreisen angemessen erscheint, wurde der Angeklagte freigesprochen, zumal er sich an die Richtlinien hielt, die ihm in seiner Fachzeitung von dem zuständigen juristischen Berater seiner Organisation gerade im Hinblick auf die Preistreiberei-Verordnung gegeben worden waren. xyxy=(1152,308,1499,621)
paragraph: Deutschland ohne oder gegen die Sozialdemokratie regiert werden kann. (Beifall bei den Sozialdemokraten.) xyxy=(74,111,410,154)
column-rule xyxy=(1145,108,1146,1647)
